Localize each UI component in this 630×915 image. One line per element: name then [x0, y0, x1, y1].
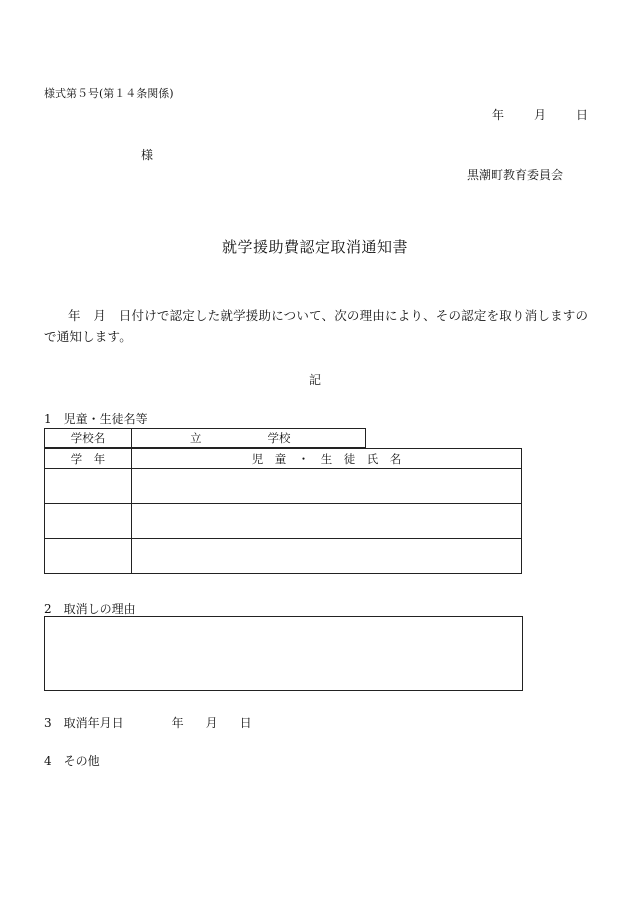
ki-marker: 記 [308, 373, 321, 387]
issue-date [492, 106, 588, 123]
addressee-suffix: 様 [141, 148, 154, 162]
col-name-header: 児 童 ・ 生 徒 氏 名 [132, 449, 522, 469]
cancel-date-label: 3 取消年月日 [44, 716, 124, 730]
name-cell[interactable] [132, 539, 522, 574]
table-row [45, 504, 522, 539]
section4-heading: 4 その他 [44, 754, 100, 768]
cancel-date-month: 月 [205, 716, 218, 730]
issue-date-day: 日 [576, 108, 589, 122]
issue-date-year: 年 [492, 108, 505, 122]
section1-heading: 1 児童・生徒名等 [44, 412, 148, 426]
grade-cell[interactable] [45, 539, 132, 574]
school-mid: 立 [190, 431, 202, 445]
name-cell[interactable] [132, 469, 522, 504]
cancel-date-day: 日 [239, 716, 252, 730]
school-table [44, 428, 366, 448]
grade-cell[interactable] [45, 504, 132, 539]
reason-box[interactable] [44, 616, 523, 691]
document-title: 就学援助費認定取消通知書 [221, 238, 408, 256]
table-row [45, 539, 522, 574]
grade-cell[interactable] [45, 469, 132, 504]
cancel-date-year: 年 [171, 716, 184, 730]
issuer-name: 黒潮町教育委員会 [467, 168, 564, 182]
form-number: 様式第５号(第１４条関係) [44, 87, 174, 100]
school-suffix: 学校 [267, 431, 291, 445]
students-table [44, 448, 522, 574]
school-label-cell: 学校名 [45, 429, 132, 448]
issue-date-month: 月 [534, 108, 547, 122]
name-cell[interactable] [132, 504, 522, 539]
section3-heading [44, 714, 252, 731]
col-grade-header: 学 年 [45, 449, 132, 469]
school-name-cell[interactable] [132, 429, 366, 448]
body-text: 年 月 日付けで認定した就学援助について、次の理由により、その認定を取り消しますので通知します。 [44, 308, 589, 344]
section2-heading: 2 取消しの理由 [44, 602, 136, 616]
table-row [45, 469, 522, 504]
